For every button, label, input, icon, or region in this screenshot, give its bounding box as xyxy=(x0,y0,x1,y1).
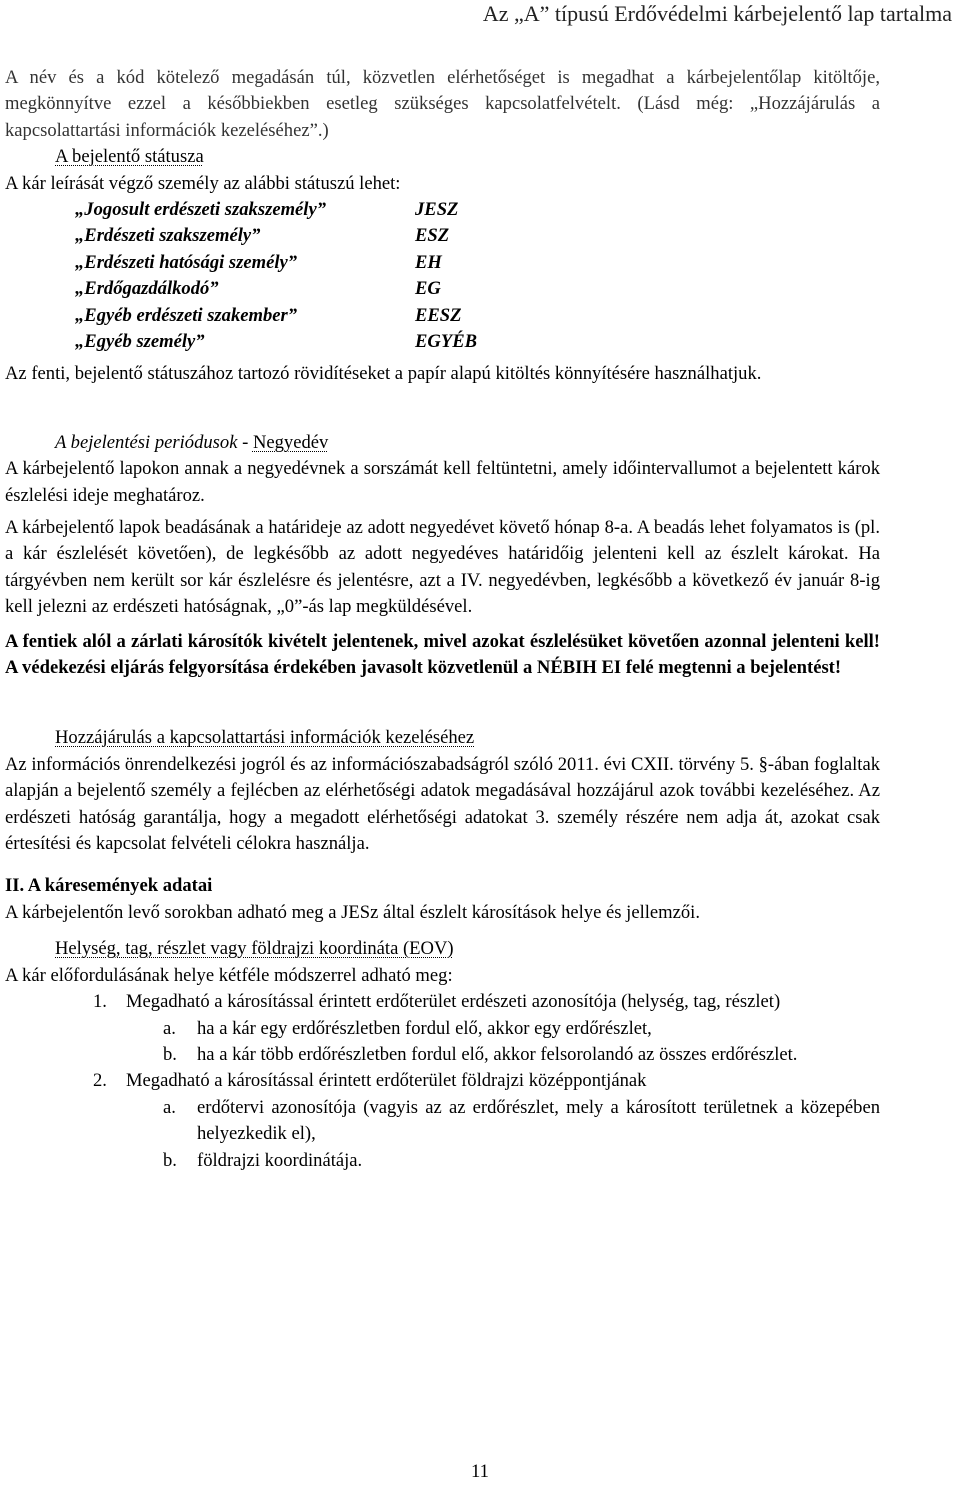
location-heading xyxy=(5,936,880,962)
status-name: „Egyéb személy” xyxy=(75,330,205,352)
sub-list-text: ha a kár egy erdőrészletben fordul elő, akkor egy erdőrészlet, xyxy=(197,1017,652,1039)
consent-heading-text: Hozzájárulás a kapcsolattartási információk kezeléséhez xyxy=(55,727,475,749)
period-heading-underlined: Negyedév xyxy=(252,431,329,453)
status-code: EGYÉB xyxy=(415,330,477,352)
list-item xyxy=(93,989,880,1015)
sub-list-marker: a. xyxy=(163,1017,176,1039)
status-row xyxy=(75,197,880,223)
intro-paragraph: A név és a kód kötelező megadásán túl, közvetlen elérhetőséget is megadhat a kárbejelentőlap kitöltője, megkönnyítve ezzel a későbbiekben esetleg szükséges kapcsolatfelvételt. (Lásd még: „Hozzájárulás a kapcsolattartási információk kezeléséhez”.) xyxy=(5,67,880,141)
status-heading-text: A bejelentő státusza xyxy=(55,146,204,168)
status-lead: A kár leírását végző személy az alábbi státuszú lehet: xyxy=(5,172,401,194)
damage-section-title: II. A káresemények adatai xyxy=(5,875,213,897)
sub-list-text: ha a kár több erdőrészletben fordul elő, akkor felsorolandó az összes erdőrészlet. xyxy=(197,1043,798,1065)
location-methods-list xyxy=(5,989,880,1174)
consent-heading xyxy=(5,725,880,751)
list-text: Megadható a károsítással érintett erdőterület erdészeti azonosítója (helység, tag, részlet) xyxy=(126,991,781,1013)
status-row xyxy=(75,223,880,249)
status-code: EG xyxy=(415,278,441,300)
period-heading xyxy=(5,430,880,456)
list-marker: 2. xyxy=(93,1070,107,1092)
location-lead: A kár előfordulásának helye kétféle módszerrel adható meg: xyxy=(5,964,453,986)
running-header-title: Az „A” típusú Erdővédelmi kárbejelentő lap tartalma xyxy=(482,1,952,26)
list-item xyxy=(93,1068,880,1094)
sub-list-item xyxy=(163,1148,880,1174)
sub-list-marker: b. xyxy=(163,1043,177,1065)
status-row xyxy=(75,303,880,329)
period-bold-note: A fentiek alól a zárlati károsítók kivételt jelentenek, mivel azokat észlelésüket követően azonnal jelenteni kell! A védekezési eljárás felgyorsítása érdekében javasolt közvetlenül a NÉBIH EI felé megtenni a bejelentést! xyxy=(5,630,880,679)
document-body xyxy=(5,65,880,1174)
consent-paragraph: Az információs önrendelkezési jogról és az információszabadságról szóló 2011. évi CXII. törvény 5. §-ában foglaltak alapján a bejelentő személy a fejlécben az elérhetőségi adatok megadásával hozzájárul azok további kezeléséhez. Az erdészeti hatóság garantálja, hogy a megadott elérhetőségi adatokat 3. személy részére nem adja át, azokat csak értesítési és kapcsolat felvételi célokra használja. xyxy=(5,753,880,855)
damage-intro: A kárbejelentőn levő sorokban adható meg a JESz által észlelt károsítások helye és jellemzői. xyxy=(5,901,700,923)
status-row xyxy=(75,276,880,302)
status-name: „Erdészeti hatósági személy” xyxy=(75,251,298,273)
period-heading-italic: A bejelentési periódusok - xyxy=(55,431,253,453)
status-row xyxy=(75,250,880,276)
period-paragraph-1: A kárbejelentő lapokon annak a negyedévnek a sorszámát kell feltüntetni, amely időintervallumot a bejelentett károk észlelési ideje meghatároz. xyxy=(5,458,880,506)
status-name: „Erdőgazdálkodó” xyxy=(75,278,219,300)
sub-list-text: földrajzi koordinátája. xyxy=(197,1149,363,1171)
location-heading-text: Helység, tag, részlet vagy földrajzi koordináta (EOV) xyxy=(55,938,454,960)
list-marker: 1. xyxy=(93,991,107,1013)
status-list xyxy=(75,197,880,355)
sub-list-marker: b. xyxy=(163,1149,177,1171)
status-note: Az fenti, bejelentő státuszához tartozó rövidítéseket a papír alapú kitöltés könnyítésére használhatjuk. xyxy=(5,363,762,385)
list-text: Megadható a károsítással érintett erdőterület földrajzi középpontjának xyxy=(126,1070,647,1092)
status-code: ESZ xyxy=(415,225,450,247)
status-name: „Jogosult erdészeti szakszemély” xyxy=(75,199,327,221)
period-paragraph-2: A kárbejelentő lapok beadásának a határideje az adott negyedévet követő hónap 8-a. A beadás lehet folyamatos is (pl. a kár észlelését követően), de legkésőbb az adott negyedéves határidőig jelenteni kell az észlelt károkat. Ha tárgyévben nem került sor kár észlelésre és jelentésre, azt a IV. negyedévben, legkésőbb a következő év január 8-ig kell jelezni az erdészeti hatóságnak, „0”-ás lap megküldésével. xyxy=(5,517,880,618)
status-code: EH xyxy=(415,251,442,273)
sub-list-marker: a. xyxy=(163,1096,176,1118)
status-code: EESZ xyxy=(415,304,462,326)
status-name: „Erdészeti szakszemély” xyxy=(75,225,261,247)
sub-list-item xyxy=(163,1042,880,1068)
status-row xyxy=(75,329,880,355)
status-name: „Egyéb erdészeti szakember” xyxy=(75,304,298,326)
page-number: 11 xyxy=(471,1461,489,1482)
status-code: JESZ xyxy=(415,199,459,221)
status-heading xyxy=(5,144,880,170)
sub-list-item xyxy=(163,1095,880,1148)
sub-list-item xyxy=(163,1016,880,1042)
sub-list-text: erdőtervi azonosítója (vagyis az az erdőrészlet, mely a károsított területnek a közepében helyezkedik el), xyxy=(197,1096,880,1145)
